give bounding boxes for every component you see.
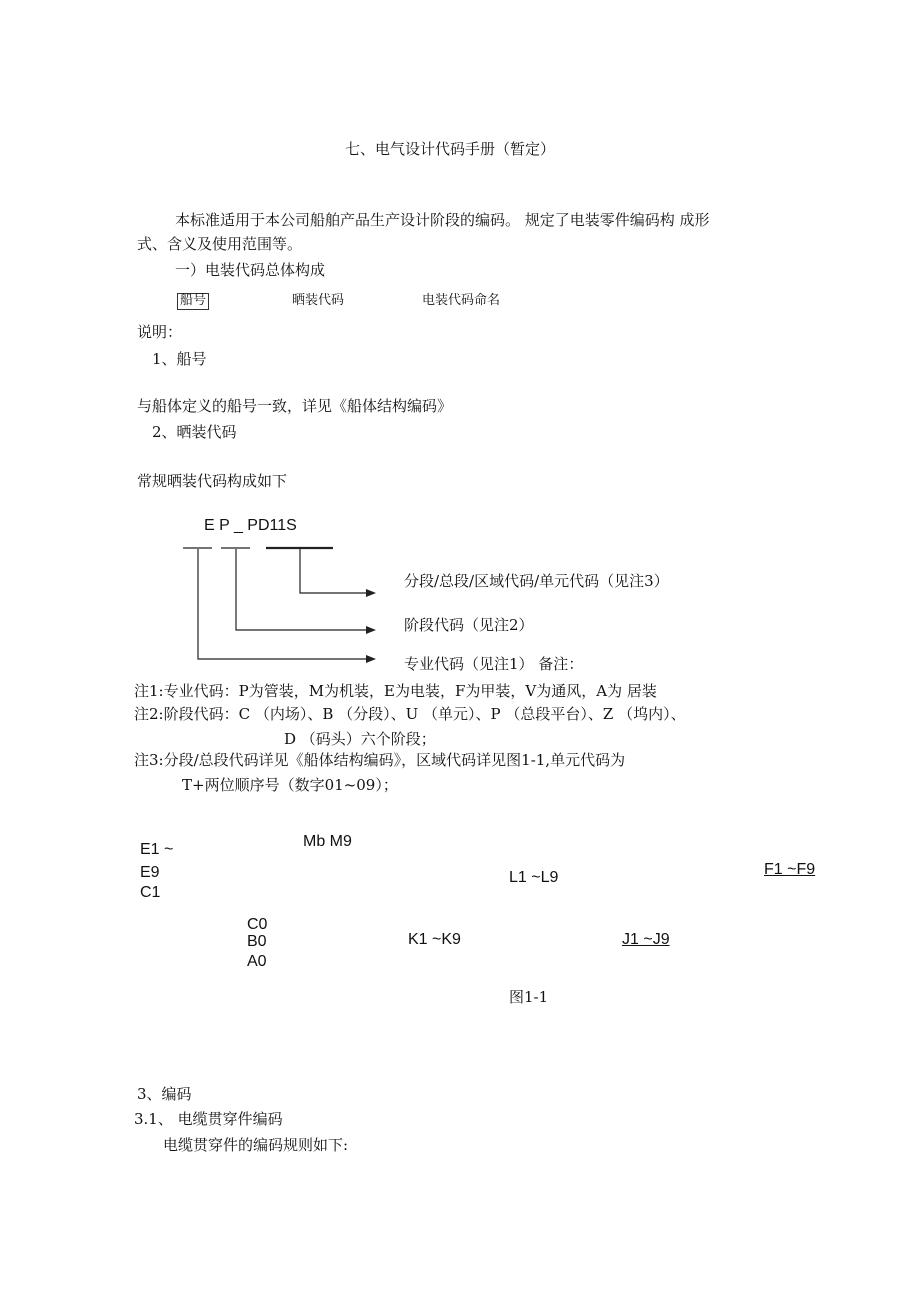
connector-section-code [300, 549, 368, 593]
explain-label: 说明： [137, 323, 183, 341]
item2-heading: 2、晒装代码 [152, 423, 237, 441]
part-electric-naming: 电装代码命名 [422, 293, 501, 308]
zone-b0: B0 [247, 933, 267, 950]
section1-heading: 一）电装代码总体构成 [175, 261, 326, 279]
note-2-line-1: 注2:阶段代码：C （内场）、B （分段）、U （单元）、P （总段平台）、Z （坞内）、 [134, 705, 686, 723]
connector-stage-code [236, 549, 368, 630]
item2-text: 常规晒装代码构成如下 [137, 472, 288, 490]
label-stage-code: 阶段代码（见注2） [404, 616, 534, 634]
zone-f-range: F1 ~F9 [764, 861, 816, 878]
page-title: 七、电气设计代码手册（暂定） [345, 140, 556, 158]
zone-clipped-wrapper [140, 884, 180, 901]
connector-discipline-code [198, 549, 368, 659]
arrow-head-icon [366, 589, 376, 597]
note-2-line-2: D （码头）六个阶段； [284, 730, 436, 748]
intro-line-1: 本标准适用于本公司船舶产品生产设计阶段的编码。 规定了电装零件编码构 成形 [175, 211, 710, 229]
label-section-code: 分段/总段/区域代码/单元代码（见注3） [404, 572, 669, 590]
item1-heading: 1、船号 [152, 350, 207, 368]
figure-caption: 图1-1 [509, 988, 549, 1006]
zone-k-range: K1 ~K9 [408, 931, 461, 948]
note-3-line-2: T+两位顺序号（数字01~09）； [182, 776, 398, 794]
label-discipline-code: 专业代码（见注1） 备注： [404, 655, 584, 673]
zone-l-range: L1 ~L9 [509, 869, 559, 886]
item1-text: 与船体定义的船号一致，详见《船体结构编码》 [137, 397, 453, 415]
zone-m-range: Mb M9 [303, 833, 352, 850]
zone-e-range-1: E1 ~ [140, 841, 174, 858]
zone-j-range: J1 ~J9 [622, 931, 670, 948]
section3-1-heading: 3.1、 电缆贯穿件编码 [134, 1110, 283, 1128]
arrow-head-icon [366, 626, 376, 634]
section3-heading: 3、编码 [137, 1085, 192, 1103]
arrow-head-icon [366, 655, 376, 663]
note-1: 注1:专业代码：P为管装，M为机装，E为电装，F为甲装，V为通风，A为 居装 [134, 682, 657, 700]
zone-c0: C0 [247, 916, 268, 933]
section3-1-text: 电缆贯穿件的编码规则如下: [163, 1136, 349, 1154]
zone-a0: A0 [247, 953, 267, 970]
part-outfit-code: 晒装代码 [292, 293, 345, 308]
note-3-line-1: 注3:分段/总段代码详见《船体结构编码》，区域代码详见图1-1,单元代码为 [134, 751, 626, 769]
part-ship-number: 船号 [177, 293, 209, 310]
intro-line-2: 式、含义及使用范围等。 [137, 235, 303, 253]
zone-c-clipped: C1 [140, 884, 161, 901]
zone-e-range-2: E9 [140, 864, 160, 881]
code-example: E P _ PD11S [204, 517, 297, 534]
